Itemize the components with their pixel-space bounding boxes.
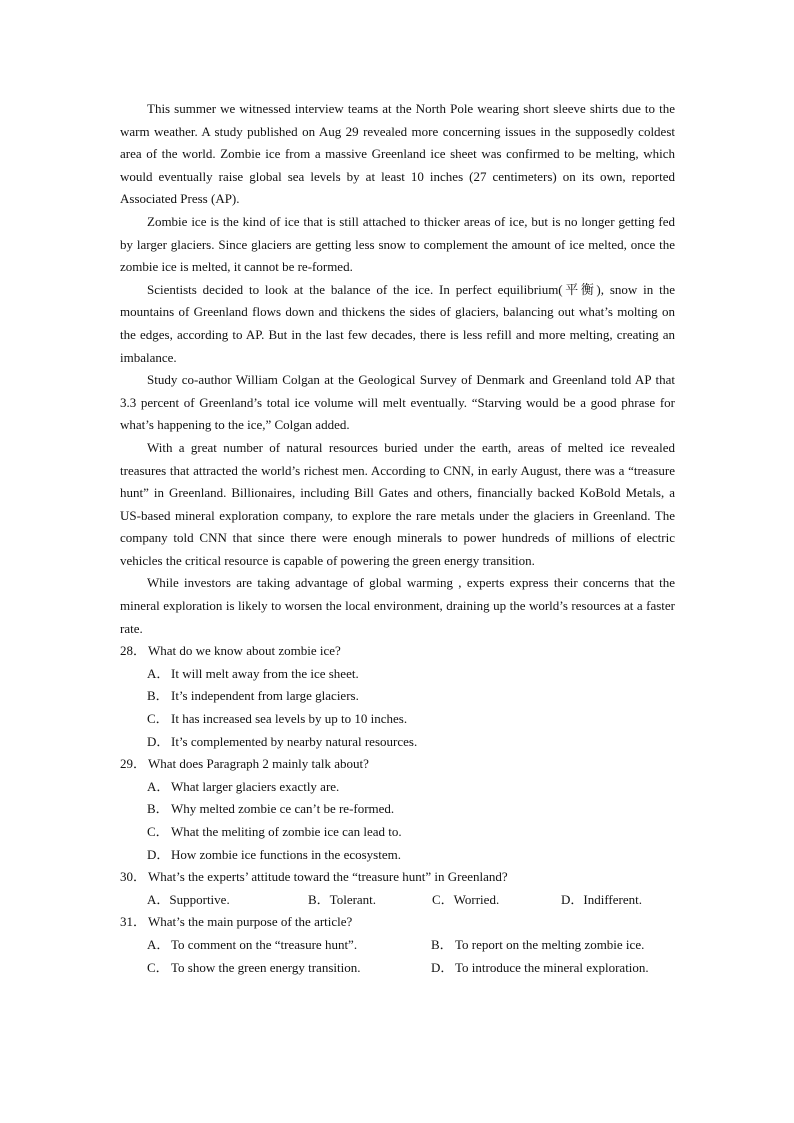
answer-option (120, 798, 675, 821)
question-text: What’s the experts’ attitude toward the “treasure hunt” in Greenland? (148, 869, 508, 885)
option-text: Tolerant. (329, 891, 377, 907)
option-label: D． (147, 733, 170, 749)
question-text: What do we know about zombie ice? (148, 643, 341, 659)
answer-option (120, 663, 675, 686)
passage-paragraph: Scientists decided to look at the balance of the ice. In perfect equilibrium(平衡), snow in the mountains of Greenland flows down and thickens the sides of glaciers, balancing out what’s molting on the edges, according to AP. But in the last few decades, there is less refill and more melting, creating an imbalance. (120, 281, 675, 365)
option-text: Why melted zombie ce can’t be re-formed. (171, 801, 395, 817)
document-page (120, 98, 675, 979)
answer-option (120, 821, 675, 844)
option-label: B． (431, 936, 453, 952)
passage-paragraph: With a great number of natural resources buried under the earth, areas of melted ice revealed treasures that attracted the world’s richest men. According to CNN, in early August, there was a “treasure hunt” in Greenland. Billionaires, including Bill Gates and others, financially backed KoBold Metals, a US-based mineral exploration company, to explore the rare metals under the glaciers in Greenland. The company told CNN that since there were enough minerals to power hundreds of millions of electric vehicles the critical resource is capable of powering the green energy transition. (120, 439, 675, 568)
answer-options-row (120, 957, 675, 980)
option-label: A． (147, 778, 170, 794)
passage-paragraph: This summer we witnessed interview teams at the North Pole wearing short sleeve shirts due to the warm weather. A study published on Aug 29 revealed more concerning issues in the supposedly coldest area of the world. Zombie ice from a massive Greenland ice sheet was confirmed to be melting, which would eventually raise global sea levels by at least 10 inches (27 centimeters) on its own, reported Associated Press (AP). (120, 101, 675, 207)
option-text: What larger glaciers exactly are. (171, 778, 340, 794)
answer-option (431, 934, 644, 957)
answer-option (561, 889, 642, 912)
answer-options-row (120, 889, 675, 912)
question-number: 30． (120, 869, 147, 885)
option-text: To show the green energy transition. (171, 959, 361, 975)
option-text: It’s complemented by nearby natural resources. (171, 733, 418, 749)
question-number: 29． (120, 756, 147, 772)
question-text: What does Paragraph 2 mainly talk about? (148, 756, 369, 772)
option-label: C． (147, 824, 169, 839)
option-text: Supportive. (169, 891, 230, 907)
option-text: It’s independent from large glaciers. (171, 688, 359, 704)
answer-option (147, 889, 308, 912)
option-text: How zombie ice functions in the ecosystem. (171, 846, 401, 862)
answer-option (147, 957, 431, 980)
option-label: A． (147, 665, 170, 681)
option-text: Indifferent. (583, 891, 642, 907)
option-label: B． (147, 801, 169, 817)
option-label: B． (308, 891, 330, 907)
option-text: It has increased sea levels by up to 10 inches. (171, 711, 408, 727)
option-label: A． (147, 891, 170, 907)
answer-option (120, 685, 675, 708)
option-label: C． (147, 711, 169, 727)
option-text: To comment on the “treasure hunt”. (171, 936, 358, 952)
question-28 (120, 640, 675, 753)
answer-option (432, 889, 561, 912)
answer-option (120, 776, 675, 799)
option-text: To introduce the mineral exploration. (455, 959, 649, 975)
question-number: 31． (120, 914, 147, 930)
option-text: It will melt away from the ice sheet. (171, 665, 359, 681)
passage-paragraph: Study co-author William Colgan at the Geological Survey of Denmark and Greenland told AP that 3.3 percent of Greenland’s total ice volume will melt eventually. “Starving would be a good phrase for what’s happening to the ice,” Colgan added. (120, 372, 675, 433)
option-text: Worried. (453, 891, 500, 907)
question-number: 28． (120, 643, 147, 659)
answer-option (431, 957, 649, 980)
question-31 (120, 911, 675, 979)
passage-paragraph: While investors are taking advantage of global warming , experts express their concerns that the mineral exploration is likely to worsen the local environment, draining up the world’s resources at a faster rate. (120, 575, 675, 636)
answer-option (120, 844, 675, 867)
option-label: C． (147, 959, 169, 975)
answer-option (120, 731, 675, 754)
answer-option (120, 708, 675, 731)
option-text: What the meliting of zombie ice can lead to. (171, 824, 402, 839)
option-label: D． (431, 959, 454, 975)
option-label: D． (147, 846, 170, 862)
answer-option (308, 889, 432, 912)
reading-passage (120, 98, 675, 640)
question-29 (120, 753, 675, 866)
option-label: D． (561, 891, 584, 907)
question-text: What’s the main purpose of the article? (148, 914, 353, 930)
answer-options-row (120, 934, 675, 957)
option-label: C． (432, 891, 454, 907)
passage-paragraph: Zombie ice is the kind of ice that is still attached to thicker areas of ice, but is no longer getting fed by larger glaciers. Since glaciers are getting less snow to complement the amount of ice melted, once the zombie ice is melted, it cannot be re-formed. (120, 213, 675, 275)
answer-option (147, 934, 431, 957)
option-label: A． (147, 936, 170, 952)
question-30 (120, 866, 675, 911)
option-text: To report on the melting zombie ice. (455, 936, 645, 952)
option-label: B． (147, 688, 169, 704)
